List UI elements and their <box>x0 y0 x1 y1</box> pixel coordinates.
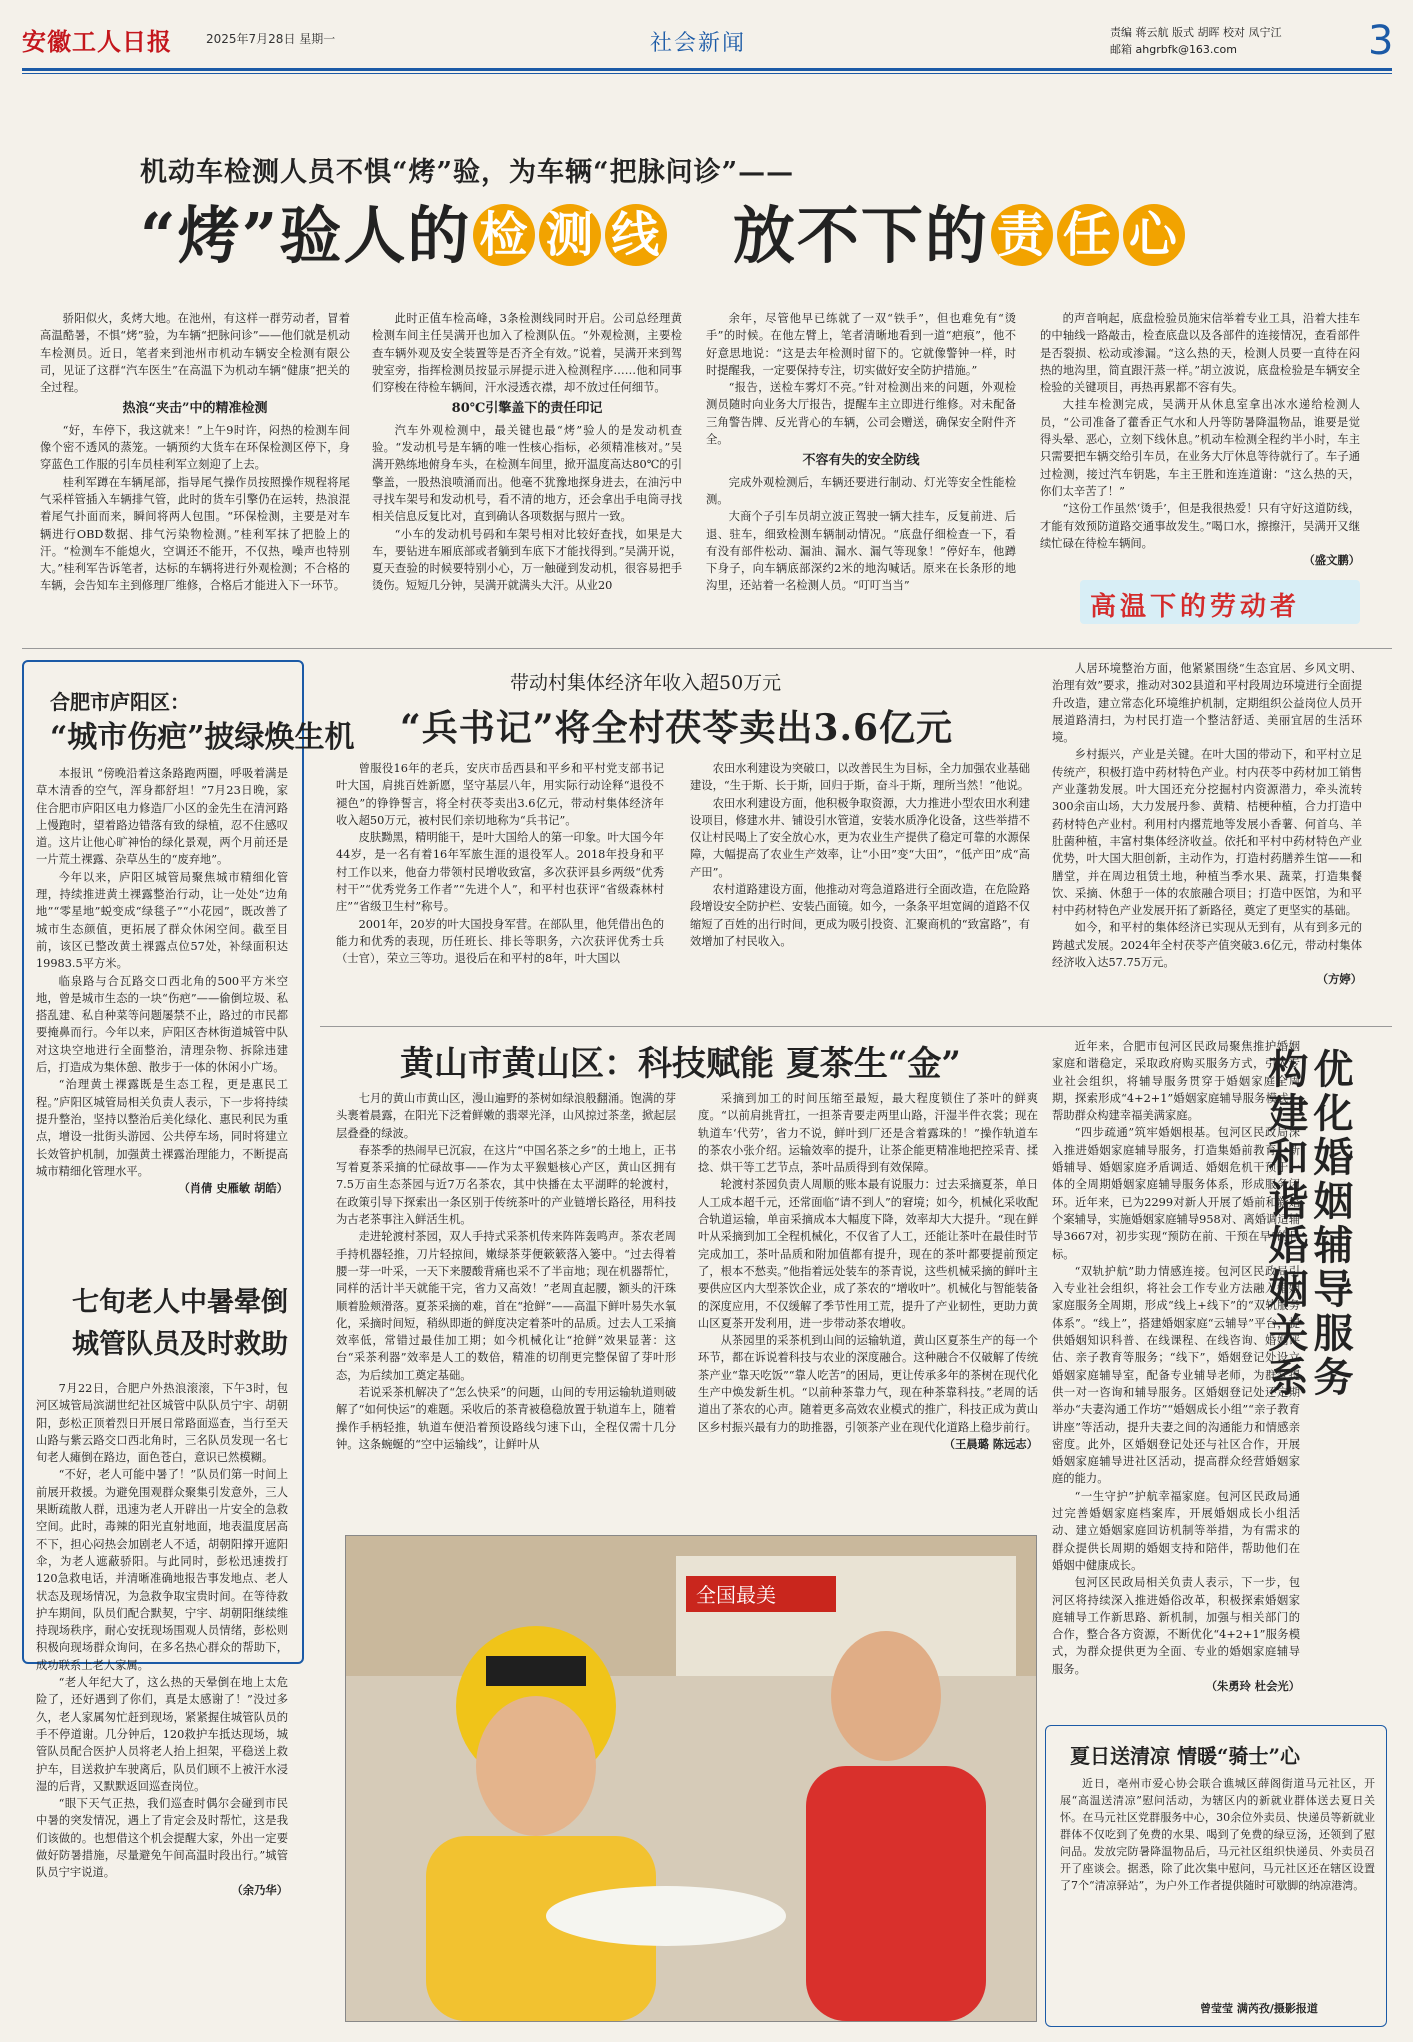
tea-title: 黄山市黄山区：科技赋能 夏茶生“金” <box>400 1044 961 1084</box>
box-kicker: 合肥市庐阳区： <box>50 690 190 714</box>
main-column-2 <box>372 310 682 640</box>
byline: （盛文鹏） <box>1303 553 1360 568</box>
rescue-title-2: 城管队员及时救助 <box>72 1329 288 1360</box>
summer-byline: 曾莹莹 满芮孜/摄影报道 <box>1200 2002 1318 2015</box>
paragraph: 近日，亳州市爱心协会联合谯城区薛阁街道马元社区，开展“高温送清凉”慰问活动，为辖区内的新就业群体送去夏日关怀。在马元社区党群服务中心，30余位外卖员、快递员等新就业群体不仅吃到了免费的水果、喝到了免费的绿豆汤，还领到了慰问品。发放完防暑降温物品后，马元社区组织快递员、外卖员召开了座谈会。据悉，除了此次集中慰问，马元社区还在辖区设置了7个“清凉驿站”，为户外工作者提供随时可歇脚的纳凉港湾。 <box>1060 1777 1375 1892</box>
paragraph: 农村道路建设方面，他推动对弯急道路进行全面改造，在危险路段增设安全防护栏、安装凸面镜。如今，一条条平坦宽阔的道路不仅缩短了百姓的出行时间，更成为吸引投资、汇聚商机的“致富路”，有效增加了村民收入。 <box>690 883 1030 948</box>
headline-ring-char: 任 <box>1057 204 1119 266</box>
headline-part-a: “烤”验人的 <box>140 199 472 272</box>
paragraph: 的声音响起，底盘检验员施宋信举着专业工具，沿着大挂车的中轴线一路敲击，检查底盘以及各部件的连接情况，查看部件是否裂损、松动或渗漏。“这么热的天，检测人员要一直待在闷热的地沟里，简直跟汗蒸一样。”胡立波说，底盘检验是车辆安全检验的关键项目，再热再累都不容有失。 <box>1040 312 1360 395</box>
editors-line: 责编 蒋云航 版式 胡晖 校对 凤宁江 <box>1110 26 1282 39</box>
paragraph: 曾服役16年的老兵，安庆市岳西县和平乡和平村党支部书记叶大国，肩挑百姓新愿，坚守基层八年，用实际行动诠释“退役不褪色”的铮铮誓言，将全村茯苓卖出3.6亿元，带动村集体经济年收入超50万元，被村民们亲切地称为“兵书记”。 <box>336 762 664 827</box>
main-column-4 <box>1040 310 1360 575</box>
paragraph: 完成外观检测后，车辆还要进行制动、灯光等安全性能检测。 <box>706 475 1016 506</box>
divider <box>22 648 1392 649</box>
box-title: “城市伤疤”披绿焕生机 <box>50 720 355 755</box>
subheading: 热浪“夹击”中的精准检测 <box>122 401 268 417</box>
summer-body <box>1060 1775 1375 1990</box>
paragraph: “一生守护”护航幸福家庭。包河区民政局通过完善婚姻家庭档案库，开展婚姻成长小组活动、建立婚姻家庭回访机制等举措，为有需求的群众提供长周期的婚姻支持和陪伴，帮助他们在婚姻中健康成长。 <box>1052 1489 1300 1572</box>
paragraph: “不好，老人可能中暑了！”队员们第一时间上前展开救援。为避免围观群众聚集引发意外，三人果断疏散人群，迅速为老人开辟出一片安全的急救空间。此时，毒辣的阳光直射地面，地表温度居高不下，担心闷热会加剧老人不适，胡朝阳撑开遮阳伞，为老人遮蔽骄阳。与此同时，彭松迅速拨打120急救电话，并清晰准确地报告事发地点、老人状态及现场情况，为急救争取宝贵时间。在等待救护车期间，队员们配合默契，宁宇、胡朝阳继续维持现场秩序，耐心安抚现场围观人员情绪，彭松则积极向现场群众询问，在多名热心群众的帮助下，成功联系上老人家属。 <box>36 1468 288 1672</box>
headline-ring-char: 心 <box>1123 204 1185 266</box>
paragraph: 包河区民政局相关负责人表示，下一步，包河区将持续深入推进婚俗改革，积极探索婚姻家庭辅导工作新思路、新机制，加强与相关部门的合作，整合各方资源，不断优化“4+2+1”服务模式，为群众提供更为全面、专业的婚姻家庭辅导服务。 <box>1052 1576 1300 1676</box>
paragraph: “双轨护航”助力情感连接。包河区民政局引入专业社会组织，将社会工作专业方法融入婚姻家庭服务全周期，形成“线上+线下”的“双轨服务体系”。“线上”，搭建婚姻家庭“云辅导”平台，提供婚姻知识科普、在线课程、在线咨询、婚姻评估、亲子教育等服务；“线下”，婚姻登记处设立婚姻家庭辅导室，配备专业辅导老师，为群众提供一对一咨询和辅导服务。区婚姻登记处还定期举办“夫妻沟通工作坊”“婚姻成长小组”“亲子教育讲座”等活动，提升夫妻之间的沟通能力和情感亲密度。此外，区婚姻登记处还与社区合作，开展婚姻家庭辅导进社区活动，提高群众经营婚姻家庭的能力。 <box>1052 1264 1300 1486</box>
paragraph: “老人年纪大了，这么热的天晕倒在地上太危险了，还好遇到了你们，真是太感谢了！”没过多久，老人家属匆忙赶到现场，紧紧握住城管队员的手不停道谢。几分钟后，120救护车抵达现场，城管队员配合医护人员将老人抬上担架，平稳送上救护车，目送救护车驶离后，队员们顾不上被汗水浸湿的后背，又默默返回巡查岗位。 <box>36 1676 288 1793</box>
mid-kicker: 带动村集体经济年收入超50万元 <box>510 672 782 694</box>
byline: （朱勇玲 杜会光） <box>1205 1678 1300 1693</box>
editors-info <box>1110 24 1281 58</box>
photo-illustration <box>346 1536 1036 2021</box>
email-line: 邮箱 ahgrbfk@163.com <box>1110 43 1237 56</box>
paragraph: “好，车停下，我这就来！”上午9时许，闷热的检测车间像个密不透风的蒸笼。一辆预约大货车在环保检测区停下，身穿蓝色工作服的引车员桂利军立刻迎了上去。 <box>40 423 350 472</box>
marriage-title-1: 优化婚姻辅导服务 <box>1307 1048 1354 1400</box>
mid-column-3 <box>1052 660 1362 1022</box>
paragraph: 农田水利建设方面，他积极争取资源，大力推进小型农田水利建设项目，修建水井、铺设引水管道，安装水质净化设备，这些举措不仅让村民喝上了安全放心水，更为农业生产提供了稳定可靠的水源保障，大幅提高了农业生产效率，让“小田”变“大田”，“低产田”成“高产田”。 <box>690 796 1030 879</box>
header-rule <box>22 68 1392 71</box>
byline: （王晨璐 陈远志） <box>943 1436 1038 1451</box>
paragraph: “报告，送检车雾灯不亮。”针对检测出来的问题，外观检测员随时向业务大厅报告，提醒车主立即进行维修。对未配备三角警告牌、反光背心的车辆，公司会赠送，确保安全附件齐全。 <box>706 381 1016 447</box>
page-number: 3 <box>1368 18 1394 64</box>
issue-date: 2025年7月28日 星期一 <box>206 32 336 46</box>
rescue-body <box>36 1380 288 2020</box>
rescue-title-1: 七旬老人中暑晕倒 <box>72 1287 288 1318</box>
paragraph: 此时正值车检高峰，3条检测线同时开启。公司总经理黄检测车间主任吴满开也加入了检测队伍。“外观检测，主要检查车辆外观及安全装置等是否齐全有效。”说着，吴满开来到驾驶室旁，指挥检测员按显示屏提示进入检测程序……他和同事们穿梭在待检车辆间，汗水浸透衣襟，却不放过任何细节。 <box>372 312 682 395</box>
byline: （余乃华） <box>231 1882 288 1897</box>
headline-ring-char: 责 <box>991 204 1053 266</box>
paragraph: 皮肤黝黑，精明能干，是叶大国给人的第一印象。叶大国今年44岁，是一名有着16年军旅生涯的退役军人。2018年投身和平村工作以来，他奋力带领村民增收致富，多次获评县乡两级“优秀村干”“优秀党务工作者”“先进个人”，和平村也获评“省级森林村庄”“省级卫生村”称号。 <box>336 831 664 914</box>
paragraph: 2001年，20岁的叶大国投身军营。在部队里，他凭借出色的能力和优秀的表现，历任班长、排长等职务，六次获评优秀士兵（士官），荣立三等功。退役后在和平村的8年，叶大国以 <box>336 917 664 966</box>
subheading: 不容有失的安全防线 <box>802 453 920 469</box>
byline: （方婷） <box>1316 972 1362 987</box>
paragraph: 今年以来，庐阳区城管局聚焦城市精细化管理，持续推进黄土裸露整治行动，让一处处“边角地”“零星地”蜕变成“绿毯子”“小花园”，既改善了城市生态颜值，更拓展了群众休闲空间。截至目前，该区已整改黄土裸露点位57处，补绿面积达19983.5平方米。 <box>36 870 288 971</box>
divider <box>320 1026 1392 1027</box>
mid-title: “兵书记”将全村茯苓卖出3.6亿元 <box>400 707 954 749</box>
paragraph: 农田水利建设为突破口，以改善民生为目标，全力加强农业基础建设，“生于斯、长于斯，回归于斯，奋斗于斯，理所当然！”他说。 <box>690 762 1030 793</box>
paragraph: 采摘到加工的时间压缩至最短，最大程度锁住了茶叶的鲜爽度。“以前肩挑背扛，一担茶青要走两里山路，汗湿半件衣裳；现在轨道车‘代劳’，省力不说，鲜叶到厂还是含着露珠的！”操作轨道车的茶农小张介绍。运输效率的提升，让茶企能更精准地把控采青、揉捻、烘干等工艺节点，茶叶品质得到有效保障。 <box>698 1092 1038 1175</box>
paragraph: 汽车外观检测中，最关键也最“烤”验人的是发动机查验。“发动机号是车辆的唯一性核心指标，必须精准核对。”吴满开熟练地俯身车头，在检测车间里，掀开温度高达80℃的引擎盖，一股热浪喷涌而出。他毫不犹豫地探身进去，在油污中寻找车架号和发动机号，看不清的地方，还会拿出手电筒寻找相关信息反复比对，直到确认各项数据与照片一致。 <box>372 423 682 524</box>
section-title: 社会新闻 <box>650 31 747 56</box>
paragraph: 若说采茶机解决了“怎么快采”的问题，山间的专用运输轨道则破解了“如何快运”的难题。采收后的茶青被稳稳放置于轨道车上，随着操作手柄轻推，轨道车便沿着预设路线匀速下山，全程仅需十几分钟。这条蜿蜒的“空中运输线”，让鲜叶从 <box>336 1386 676 1451</box>
tea-column-2 <box>698 1090 1038 1515</box>
masthead: 安徽工人日报 <box>22 27 172 56</box>
main-column-3 <box>706 310 1016 640</box>
paragraph: 余年，尽管他早已练就了一双“铁手”，但也难免有“烫手”的时候。在他左臂上，笔者清晰地看到一道“疤痕”，他不好意思地说：“这是去年检测时留下的。它就像警钟一样，时时提醒我，一定要保持专注，切实做好安全防护措施。” <box>706 312 1016 377</box>
paragraph: 从茶园里的采茶机到山间的运输轨道，黄山区夏茶生产的每一个环节，都在诉说着科技与农业的深度融合。这种融合不仅破解了传统茶产业“靠天吃饭”“靠人吃苦”的困局，更让传承多年的茶树在现代化生产中焕发新生机。“以前种茶靠力气，现在种茶靠科技。”老周的话道出了茶农的心声。随着更多高效农业模式的推广，科技正成为黄山区乡村振兴最有力的助推器，引领茶产业在现代化道路上稳步前行。 <box>698 1334 1038 1434</box>
paragraph: 大挂车检测完成，吴满开从休息室拿出冰水递给检测人员，“公司准备了藿香正气水和人丹等防暑降温物品，谁要是觉得头晕、恶心，立刻下线休息。”机动车检测全程约半小时，车主只需要把车辆交给引车员，在业务大厅休息等待就行了。车子通过检测，接过汽车钥匙，车主王胜和连连道谢：“这么热的天，你们太辛苦了！” <box>1040 398 1360 498</box>
paragraph: 临泉路与合瓦路交口西北角的500平方米空地，曾是城市生态的一块“伤疤”——偷倒垃圾、私搭乱建、私自种菜等问题屡禁不止，路过的市民都要掩鼻而行。今年以来，庐阳区杏林街道城管中队对这块空地进行全面整治，清理杂物、拆除违建后，打造成为集休憩、散步于一体的休闲小广场。 <box>36 974 288 1075</box>
main-kicker: 机动车检测人员不惧“烤”验，为车辆“把脉问诊”—— <box>140 157 795 188</box>
paragraph: 7月22日，合肥户外热浪滚滚，下午3时，包河区城管局滨湖世纪社区城管中队队员宁宇、胡朝阳，彭松正顶着烈日开展日常路面巡查，当行至天山路与紫云路交口西北角时，三名队员发现一名七旬老人瘫倒在路边，面色苍白，意识已然模糊。 <box>36 1382 288 1465</box>
subheading: 80℃引擎盖下的责任印记 <box>451 401 603 417</box>
paragraph: 大商个子引车员胡立波正驾驶一辆大挂车，反复前进、后退、驻车，细致检测车辆制动情况。“底盘仔细检查一下，看有没有部件松动、漏油、漏水、漏气等现象！”停好车，他蹲下身子，向车辆底部深约2米的地沟喊话。原来在长条形的地沟里，还站着一名检测人员。“叮叮当当” <box>706 510 1016 593</box>
photo-sign-text: 全国最美 <box>696 1583 776 1607</box>
paragraph: 春茶季的热闹早已沉寂，在这片“中国名茶之乡”的土地上，正书写着夏茶采摘的忙碌故事——作为太平猴魁核心产区，黄山区拥有7.5万亩生态茶园与近7万名茶农，其中快播在太平湖畔的轮渡村，在政策引导下探索出一条区别于传统茶叶的产业链增长路径，用科技为古老茶事注入鲜活生机。 <box>336 1143 676 1227</box>
paragraph: 乡村振兴，产业是关键。在叶大国的带动下，和平村立足传统产，积极打造中药材特色产业。村内茯苓中药材加工销售产业蓬勃发展。叶大国还充分挖掘村内资源潜力，牵头流转300余亩山场，大力发展丹参、黄精、桔梗种植，合力打造中药材特色产业村。利用村内撂荒地等发展小香薯、何首乌、羊肚菌种植，丰富村集体经济收益。依托和平村中药材特色产业优势，叶大国大胆创新，主动作为，打造村药膳养生馆——和膳堂，并在周边租赁土地，种植当季水果、蔬菜，打造集餐饮、采摘、休憩于一体的农旅融合项目；打造中医馆，为和平村中药材特色产业发展开拓了新路径，奠定了更坚实的基础。 <box>1052 748 1362 918</box>
headline-ring-char: 检 <box>473 204 535 266</box>
paragraph: 七月的黄山市黄山区，漫山遍野的茶树如绿浪般翻涌。饱满的芽头裹着晨露，在阳光下泛着鲜嫩的翡翠光泽，山风掠过茶垄，掀起层层叠叠的绿波。 <box>336 1092 676 1140</box>
main-column-1 <box>40 310 350 640</box>
headline-part-b: 放不下的 <box>709 199 989 272</box>
main-headline <box>140 186 1187 275</box>
paragraph: 人居环境整治方面，他紧紧围绕“生态宜居、乡风文明、治理有效”要求，推动对302县道和平村段周边环境进行全面提升改造，建立常态化环境维护机制，定期组织公益岗位人员开展道路清扫，为村民打造一个整洁舒适、美丽宜居的生活环境。 <box>1052 662 1362 745</box>
paragraph: “四步疏通”筑牢婚姻根基。包河区民政局深入推进婚姻家庭辅导服务，打造集婚前教育、新婚辅导、婚姻家庭矛盾调适、婚姻危机干预于一体的全周期婚姻家庭辅导服务体系，形成服务闭环。近年来，已为2299对新人开展了婚前和新婚个案辅导，实施婚姻家庭辅导958对、离婚调适辅导3667对，初步实现“预防在前、干预在早”的目标。 <box>1052 1126 1300 1261</box>
page-header <box>0 0 1413 70</box>
series-tag-label: 高温下的劳动者 <box>1090 592 1301 622</box>
paragraph: 骄阳似火，炙烤大地。在池州，有这样一群劳动者，冒着高温酷暑，不惧“烤”验，为车辆“把脉问诊”——他们就是机动车检测员。近日，笔者来到池州市机动车辆安全检测有限公司，见证了这群“汽车医生”在高温下为机动车辆“健康”把关的全过程。 <box>40 312 350 395</box>
paragraph: “眼下天气正热，我们巡查时偶尔会碰到市民中暑的突发情况，遇上了肯定会及时帮忙，这是我们该做的。也想借这个机会提醒大家，外出一定要做好防暑措施，尽量避免午间高温时段出行。”城管队员宁宇说道。 <box>36 1797 288 1880</box>
headline-ring-char: 测 <box>539 204 601 266</box>
paragraph: 如今，和平村的集体经济已实现从无到有，从有到多元的跨越式发展。2024年全村茯苓产值突破3.6亿元，带动村集体经济收入达57.75万元。 <box>1052 921 1362 970</box>
paragraph: “治理黄土裸露既是生态工程，更是惠民工程。”庐阳区城管局相关负责人表示，下一步将持续提升整治，坚持以整治后美化绿化、惠民利民为重点，增设一批街头游园、公共停车场，同时将建立长效管护机制，加强黄土裸露治理能力，不断提高城市精细化管理水平。 <box>36 1078 288 1178</box>
paragraph: 桂利军蹲在车辆尾部，指导尾气操作员按照操作规程将尾气采样管插入车辆排气管，此时的货车引擎仍在运转，热浪混着尾气扑面而来，瞬间将两人包围。“环保检测，主要是对车辆进行OBD数据、排气污染物检测。”桂利军抹了把脸上的汗。“检测车不能熄火，空调还不能开，不仅热，噪声也特别大。”桂利军告诉笔者，达标的车辆将进行外观检测；不合格的车辆，会告知车主到修理厂维修，合格后才能进入下一环节。 <box>40 475 350 593</box>
header-rule-thin <box>22 73 1392 74</box>
summer-title: 夏日送清凉 情暖“骑士”心 <box>1070 1744 1300 1768</box>
box-body <box>36 765 288 1245</box>
news-photo <box>345 1535 1037 2022</box>
paragraph: 轮渡村茶园负责人周顺的账本最有说服力：过去采摘夏茶，单日人工成本超千元，还常面临“请不到人”的窘境；如今，机械化采收配合轨道运输，单亩采摘成本大幅度下降，效率却大大提升。“现在鲜叶从采摘到加工全程机械化，不仅省了人工，还能让茶叶在最佳时节完成加工，茶叶品质和附加值都有提升，现在的茶叶都要提前预定了，根本不愁卖。”他指着远处装车的茶青说，这些机械采摘的鲜叶主要供应区内大型茶饮企业，成了茶农的“增收叶”。机械化与智能装备的深度应用，不仅缓解了季节性用工荒，提升了产业韧性，更助力黄山区夏茶开发利用，进一步带动茶农增收。 <box>698 1178 1038 1330</box>
paragraph: “这份工作虽然‘烫手’，但是我很热爱！只有守好这道防线，才能有效预防道路交通事故发生。”喝口水，擦擦汗，吴满开又继续忙碌在待检车辆间。 <box>1040 502 1360 550</box>
marriage-title-2: 构建和谐婚姻关系 <box>1262 1048 1309 1400</box>
paragraph: 走进轮渡村茶园，双人手持式采茶机传来阵阵轰鸣声。茶农老周手持机器轻推，刀片轻掠间，嫩绿茶芽便簌簌落入篓中。“过去得着腰一芽一叶采，一天下来腰酸背痛也采不了半亩地；现在机器帮忙，同样的活计半天就能干完，省力又高效！”老周直起腰，额头的汗珠顺着脸颊滑落。夏茶采摘的难，首在“抢鲜”——高温下鲜叶易失水氧化，采摘时间短，稍纵即逝的鲜度决定着茶叶的品质。过去人工采摘效率低，常错过最佳加工期；如今机械化让“抢鲜”效果显著：这台“采茶利器”效率是人工的数倍，精准的切削更完整保留了芽叶形态，为后续加工奠定基础。 <box>336 1230 676 1382</box>
mid-column-2 <box>690 760 1030 1022</box>
tea-column-1 <box>336 1090 676 1515</box>
mid-column-1 <box>336 760 664 1022</box>
paragraph: “小车的发动机号码和车架号相对比较好查找，如果是大车，要钻进车厢底部或者躺到车底下才能找得到。”吴满开说，夏天查验的时候要特别小心，万一触碰到发动机，很容易把手烫伤。短短几分钟，吴满开就满头大汗。从业20 <box>372 527 682 593</box>
paragraph: 近年来，合肥市包河区民政局聚焦推护婚姻家庭和谐稳定，采取政府购买服务方式，引入专业社会组织，将辅导服务贯穿于婚姻家庭全周期，探索形成“4+2+1”婚姻家庭辅导服务模式，帮助群众构建幸福美满家庭。 <box>1052 1040 1300 1123</box>
paragraph: 本报讯 “傍晚沿着这条路跑两圈，呼吸着满是草木清香的空气，浑身都舒坦！”7月23日晚，家住合肥市庐阳区电力修造厂小区的金先生在清河路上慢跑时，望着路边错落有致的绿植，忍不住感叹道。这片让他心旷神怡的绿化景观，两个月前还是一片荒土裸露、杂草丛生的“废弃地”。 <box>36 767 288 867</box>
byline: （肖倩 史雁敏 胡皓） <box>178 1181 288 1196</box>
headline-ring-char: 线 <box>605 204 667 266</box>
